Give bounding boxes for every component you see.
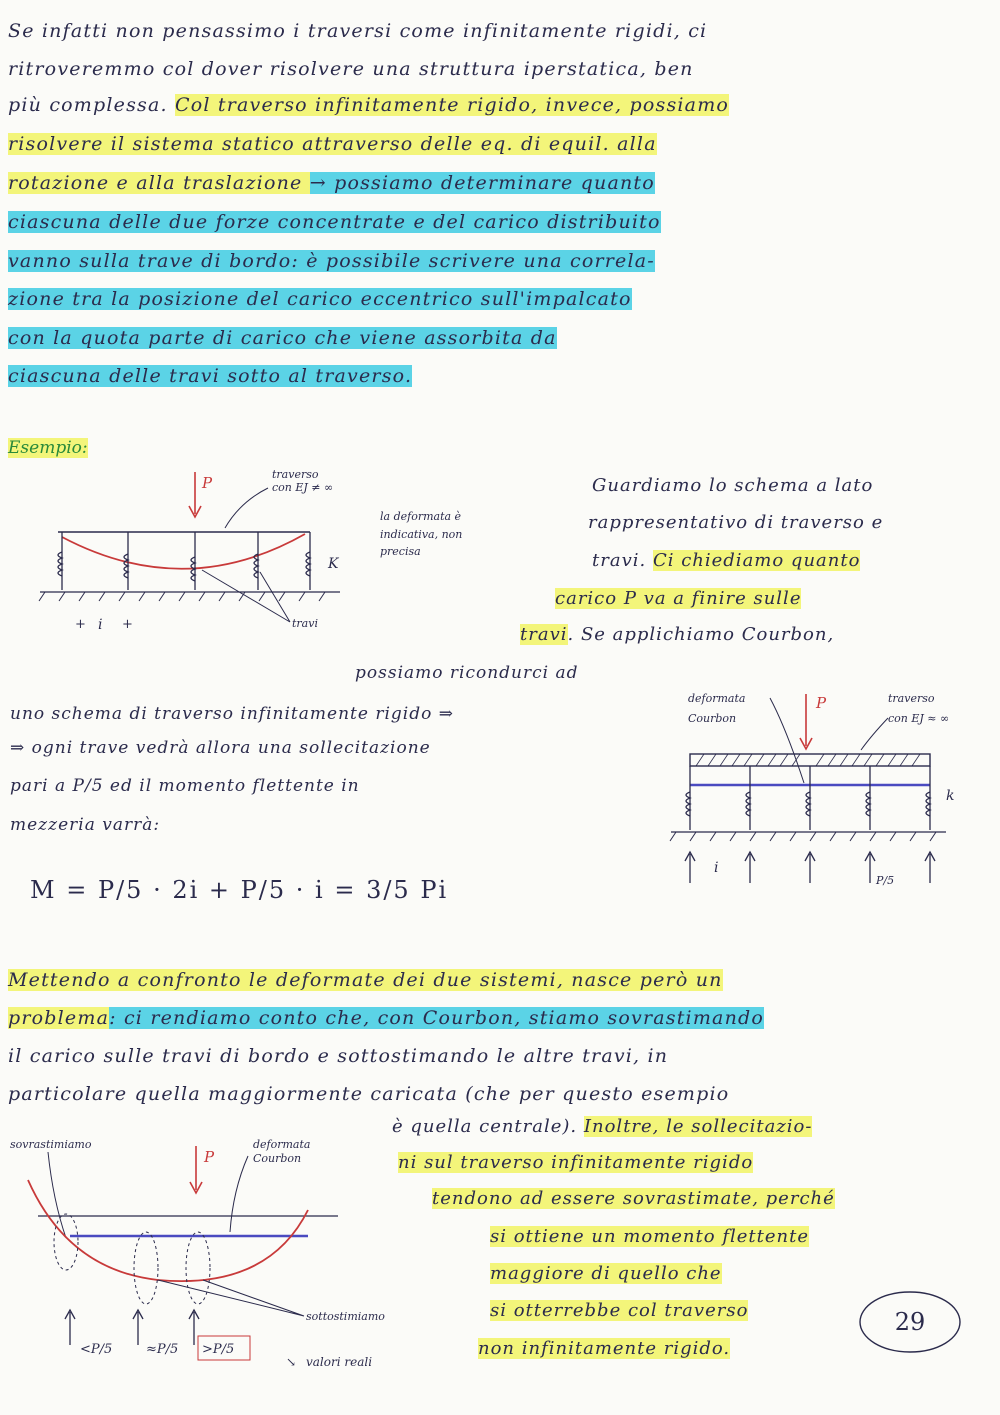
text-line: Se infatti non pensassimo i traversi come infinitamente rigidi, ci bbox=[8, 20, 708, 42]
dashed-ellipses bbox=[54, 1214, 210, 1304]
highlight-yellow: ni sul traverso infinitamente rigido bbox=[398, 1152, 754, 1173]
highlight-yellow: risolvere il sistema statico attraverso delle eq. di equil. alla bbox=[8, 133, 657, 155]
traverso-label: traverso bbox=[272, 468, 319, 481]
deformata-note: indicativa, non bbox=[380, 528, 463, 541]
highlight-yellow: problema bbox=[8, 1007, 110, 1029]
highlight-yellow: si ottiene un momento flettente bbox=[490, 1226, 809, 1247]
text-line: particolare quella maggiormente caricata (che per questo esempio bbox=[8, 1083, 730, 1105]
text-line: il carico sulle travi di bordo e sottostimando le altre travi, in bbox=[8, 1045, 669, 1067]
page-number-circle bbox=[858, 1290, 962, 1354]
highlight-yellow: tendono ad essere sovrastimate, perché bbox=[432, 1188, 835, 1209]
spacing-mark-right: + bbox=[122, 617, 133, 632]
deformata-note: la deformata è bbox=[380, 510, 462, 523]
highlight-yellow: travi bbox=[520, 624, 568, 645]
traverso-ej-label: con EJ ≈ ∞ bbox=[888, 712, 950, 725]
text-line bbox=[8, 1005, 764, 1031]
deformata-pointer bbox=[230, 1156, 248, 1232]
ground-hatch bbox=[39, 592, 325, 601]
highlight-yellow: Inoltre, le sollecitazio- bbox=[583, 1116, 813, 1137]
text-line bbox=[555, 588, 801, 609]
text-line bbox=[8, 325, 557, 351]
spacing-mark-left: + bbox=[75, 617, 86, 632]
reaction-label: P/5 bbox=[876, 874, 895, 887]
figure-traverso-rigid bbox=[666, 688, 986, 893]
highlight-yellow: maggiore di quello che bbox=[490, 1263, 722, 1284]
highlight-yellow: Mettendo a confronto le deformate dei due sistemi, nasce però un bbox=[8, 969, 723, 991]
text-line bbox=[490, 1226, 809, 1247]
traverso-ej-label: con EJ ≠ ∞ bbox=[272, 481, 334, 494]
sovrastimiamo-label: sovrastimiamo bbox=[10, 1138, 92, 1151]
figure-traverso-flexible bbox=[10, 462, 370, 637]
spacing-label: i bbox=[714, 860, 719, 876]
sottostimiamo-label: sottostimiamo bbox=[306, 1310, 385, 1323]
text-span: . Se applichiamo Courbon, bbox=[567, 624, 835, 645]
reaction-approx: ≈P/5 bbox=[146, 1342, 179, 1357]
traverso-pointer bbox=[861, 718, 888, 750]
text-line bbox=[8, 967, 723, 993]
text-line: pari a P/5 ed il momento flettente in bbox=[10, 776, 360, 796]
courbon-label: Courbon bbox=[688, 712, 737, 725]
highlight-yellow: rotazione e alla traslazione bbox=[8, 172, 310, 194]
text-line bbox=[490, 1300, 748, 1321]
highlight-yellow: Col traverso infinitamente rigido, invece, possiamo bbox=[175, 94, 730, 116]
page-number: 29 bbox=[894, 1308, 926, 1336]
spacing-label: i bbox=[98, 617, 103, 633]
text-line bbox=[520, 624, 834, 645]
text-line bbox=[8, 170, 655, 196]
courbon-label: Courbon bbox=[253, 1152, 302, 1165]
sotto-pointer bbox=[158, 1280, 304, 1316]
text-line: uno schema di traverso infinitamente rigido ⇒ bbox=[10, 704, 454, 724]
traverso-pointer bbox=[225, 488, 268, 528]
text-line: possiamo ricondurci ad bbox=[355, 663, 579, 683]
spring-label: k bbox=[946, 788, 955, 804]
text-line bbox=[8, 92, 729, 118]
text-line bbox=[8, 131, 657, 157]
valori-arrow: ↘ bbox=[286, 1355, 297, 1369]
sovra-pointer bbox=[48, 1152, 66, 1238]
highlight-cyan: con la quota parte di carico che viene assorbita da bbox=[8, 327, 557, 349]
deformata-note: precisa bbox=[380, 545, 421, 558]
deformata-label: deformata bbox=[688, 692, 746, 705]
springs bbox=[58, 532, 310, 590]
load-label: P bbox=[816, 694, 827, 712]
text-line bbox=[8, 209, 661, 235]
highlight-cyan: zione tra la posizione del carico eccentrico sull'impalcato bbox=[8, 288, 632, 310]
load-label: P bbox=[202, 474, 213, 492]
text-line: rappresentativo di traverso e bbox=[588, 512, 884, 533]
text-line bbox=[398, 1152, 753, 1173]
travi-pointer bbox=[202, 570, 290, 622]
highlight-yellow: Ci chiediamo quanto bbox=[652, 550, 861, 571]
text-line bbox=[392, 1116, 812, 1137]
highlight-cyan: → possiamo determinare quanto bbox=[309, 172, 655, 194]
deformed-curve bbox=[62, 534, 305, 569]
highlight-yellow: non infinitamente rigido. bbox=[478, 1338, 731, 1359]
valori-reali-label: valori reali bbox=[306, 1355, 373, 1369]
text-span: è quella centrale). bbox=[392, 1116, 584, 1137]
reaction-arrows bbox=[685, 852, 935, 883]
text-line bbox=[592, 550, 860, 571]
real-deformed-curve bbox=[28, 1180, 308, 1281]
text-line bbox=[8, 286, 632, 312]
highlight-cyan: ciascuna delle travi sotto al traverso. bbox=[8, 365, 413, 387]
highlight-cyan: vanno sulla trave di bordo: bbox=[8, 250, 307, 272]
highlight-yellow: si otterrebbe col traverso bbox=[490, 1300, 749, 1321]
traverso-label: traverso bbox=[888, 692, 935, 705]
springs bbox=[686, 766, 930, 830]
text-line: ⇒ ogni trave vedrà allora una sollecitazione bbox=[10, 738, 431, 758]
text-line: ritroveremmo col dover risolvere una struttura iperstatica, ben bbox=[8, 58, 694, 80]
spring-label: K bbox=[328, 556, 339, 572]
example-heading bbox=[8, 438, 88, 458]
text-line: mezzeria varrà: bbox=[10, 815, 161, 835]
ground-hatch bbox=[670, 832, 936, 841]
highlight-yellow: carico P va a finire sulle bbox=[555, 588, 802, 609]
load-label: P bbox=[204, 1148, 215, 1166]
highlight-cyan: è possibile scrivere una correla- bbox=[306, 250, 655, 272]
example-title: Esempio: bbox=[8, 438, 88, 458]
reaction-greater: >P/5 bbox=[202, 1342, 235, 1357]
text-span: più complessa. bbox=[8, 94, 176, 116]
text-line bbox=[432, 1188, 835, 1209]
formula: M = P/5 · 2i + P/5 · i = 3/5 Pi bbox=[30, 876, 449, 904]
text-line bbox=[8, 363, 412, 389]
rigid-traverso bbox=[690, 754, 930, 766]
reaction-arrows bbox=[65, 1310, 199, 1345]
highlight-cyan: ciascuna delle due forze concentrate e del carico distribuito bbox=[8, 211, 661, 233]
text-line bbox=[478, 1338, 730, 1359]
reaction-less: <P/5 bbox=[80, 1342, 113, 1357]
rigid-traverso-hatch bbox=[696, 754, 920, 766]
deformata-label: deformata bbox=[253, 1138, 311, 1151]
deformata-pointer bbox=[770, 698, 804, 783]
text-span: travi. bbox=[592, 550, 653, 571]
text-line: Guardiamo lo schema a lato bbox=[592, 475, 874, 496]
highlight-cyan: : ci rendiamo conto che, con Courbon, stiamo sovrastimando bbox=[109, 1007, 765, 1029]
figure-comparison bbox=[8, 1130, 428, 1380]
text-line bbox=[8, 248, 655, 274]
text-line bbox=[490, 1263, 722, 1284]
travi-label: travi bbox=[292, 617, 318, 630]
